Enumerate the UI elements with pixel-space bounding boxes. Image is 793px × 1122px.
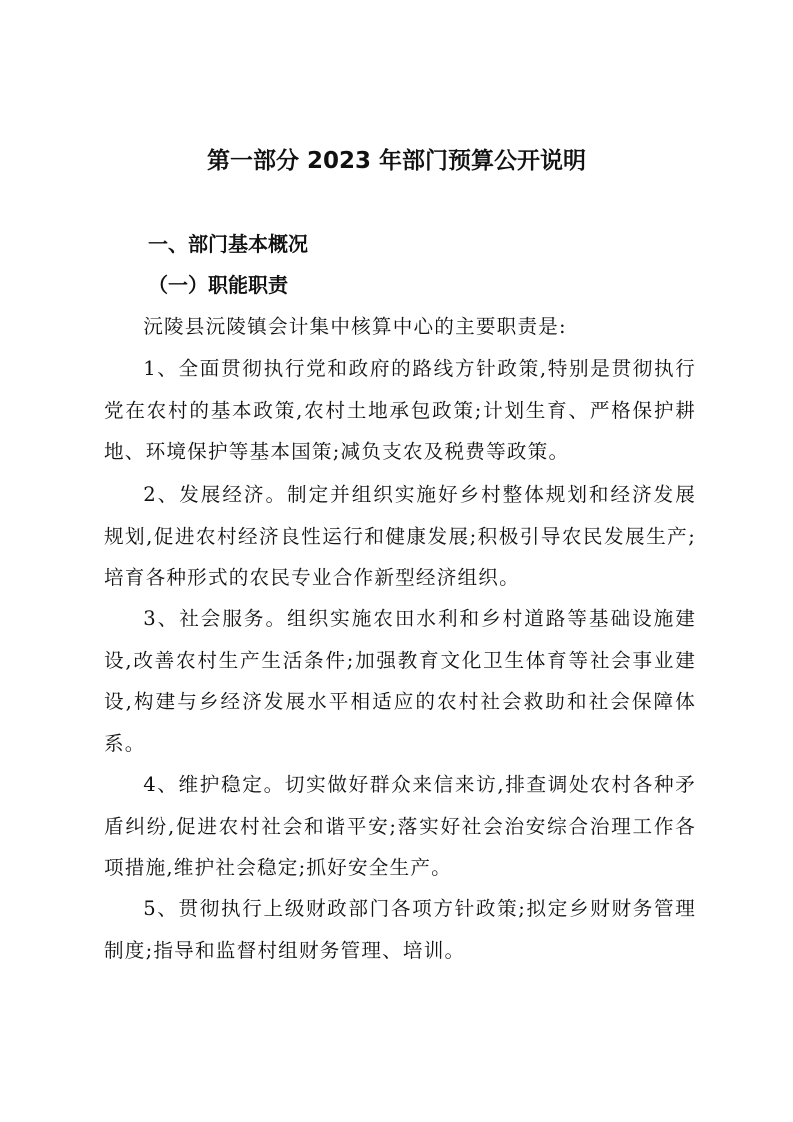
subsection-heading: （一）职能职责 — [148, 273, 288, 297]
section-heading: 一、部门基本概况 — [148, 232, 308, 256]
duty-paragraph-4: 4、维护稳定。切实做好群众来信来访,排查调处农村各种矛盾纠纷,促进农村社会和谐平安;落实好社会治安综合治理工作各项措施,维护社会稳定;抓好安全生产。 — [104, 773, 696, 879]
duty-paragraph-1: 1、全面贯彻执行党和政府的路线方针政策,特别是贯彻执行党在农村的基本政策,农村土地承包政策;计划生育、严格保护耕地、环境保护等基本国策;减负支农及税费等政策。 — [104, 357, 696, 463]
intro-paragraph: 沅陵县沅陵镇会计集中核算中心的主要职责是: — [143, 315, 567, 338]
duty-paragraph-2: 2、发展经济。制定并组织实施好乡村整体规划和经济发展规划,促进农村经济良性运行和健康发展;积极引导农民发展生产;培育各种形式的农民专业合作新型经济组织。 — [104, 483, 696, 589]
page-title: 第一部分 2023 年部门预算公开说明 — [206, 148, 587, 174]
duty-paragraph-3: 3、社会服务。组织实施农田水利和乡村道路等基础设施建设,改善农村生产生活条件;加强教育文化卫生体育等社会事业建设,构建与乡经济发展水平相适应的农村社会救助和社会保障体系。 — [104, 607, 696, 755]
duty-paragraph-5: 5、贯彻执行上级财政部门各项方针政策;拟定乡财财务管理制度;指导和监督村组财务管理、培训。 — [104, 897, 696, 962]
